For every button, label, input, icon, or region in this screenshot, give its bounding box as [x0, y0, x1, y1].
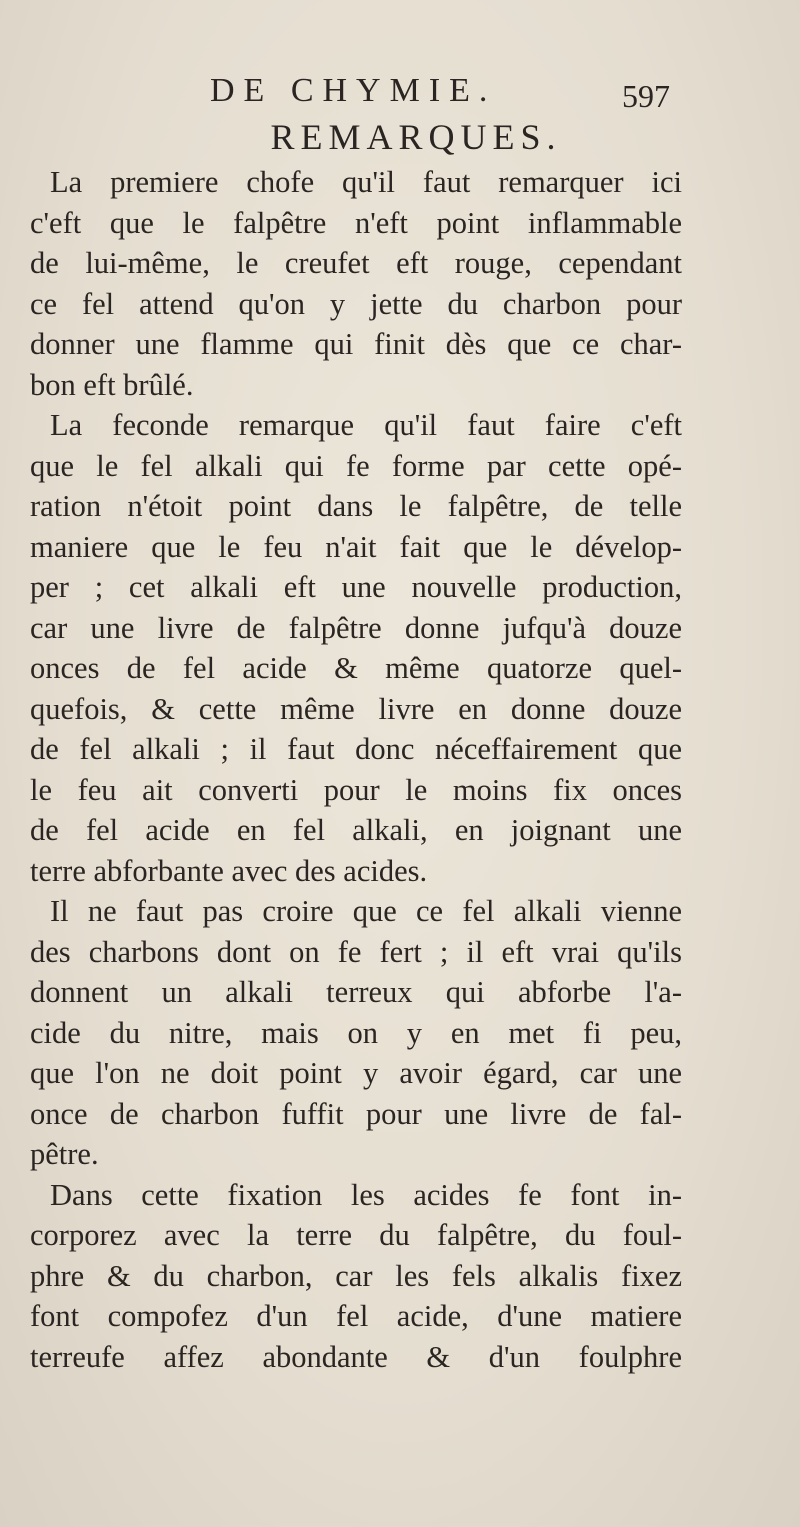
text-line: bon eft brûlé.	[30, 367, 194, 402]
text-line: cide du nitre, mais on y en met fi peu,	[30, 1015, 682, 1050]
paragraph	[30, 891, 682, 1175]
text-line: quefois, & cette même livre en donne douze	[30, 691, 682, 726]
page-number: 597	[622, 78, 670, 114]
text-line: terre abforbante avec des acides.	[30, 853, 428, 888]
paragraph	[30, 405, 682, 891]
text-line: que l'on ne doit point y avoir égard, car une	[30, 1056, 682, 1090]
text-line: de lui-même, le creufet eft rouge, cependant	[30, 246, 682, 280]
text-line: phre & du charbon, car les fels alkalis fixez	[30, 1258, 682, 1293]
text-line: car une livre de falpêtre donne jufqu'à douze	[30, 610, 682, 645]
text-line: le feu ait converti pour le moins fix onces	[30, 772, 682, 807]
text-line: Il ne faut pas croire que ce fel alkali vienne	[50, 894, 682, 928]
text-line: corporez avec la terre du falpêtre, du foul-	[30, 1218, 682, 1252]
text-line: La feconde remarque qu'il faut faire c'eft	[50, 408, 682, 442]
text-line: La premiere chofe qu'il faut remarquer ici	[50, 165, 682, 199]
text-line: des charbons dont on fe fert ; il eft vrai qu'ils	[30, 934, 682, 969]
text-line: c'eft que le falpêtre n'eft point inflammable	[30, 205, 682, 240]
text-line: per ; cet alkali eft une nouvelle production,	[30, 570, 682, 604]
text-line: donnent un alkali terreux qui abforbe l'a-	[30, 975, 682, 1009]
paragraph	[30, 162, 682, 405]
text-line: de fel alkali ; il faut donc néceffairement que	[30, 732, 682, 766]
running-title: DE CHYMIE.	[210, 72, 497, 109]
text-line: maniere que le feu n'ait fait que le dévelop-	[30, 529, 682, 564]
body-text	[30, 162, 682, 1377]
text-line: terreufe affez abondante & d'un foulphre	[30, 1339, 682, 1374]
text-line: pêtre.	[30, 1137, 99, 1171]
text-line: font compofez d'un fel acide, d'une matiere	[30, 1299, 682, 1333]
text-line: que le fel alkali qui fe forme par cette opé-	[30, 448, 682, 483]
text-line: once de charbon fuffit pour une livre de fal-	[30, 1096, 682, 1131]
text-line: donner une flamme qui finit dès que ce char-	[30, 327, 682, 361]
text-line: Dans cette fixation les acides fe font in-	[50, 1177, 682, 1212]
text-line: onces de fel acide & même quatorze quel-	[30, 651, 682, 685]
running-head	[0, 72, 800, 122]
text-line: ce fel attend qu'on y jette du charbon pour	[30, 286, 682, 321]
text-line: ration n'étoit point dans le falpêtre, de telle	[30, 489, 682, 523]
text-line: de fel acide en fel alkali, en joignant une	[30, 813, 682, 847]
paragraph	[30, 1175, 682, 1378]
section-title: REMARQUES.	[270, 117, 562, 157]
